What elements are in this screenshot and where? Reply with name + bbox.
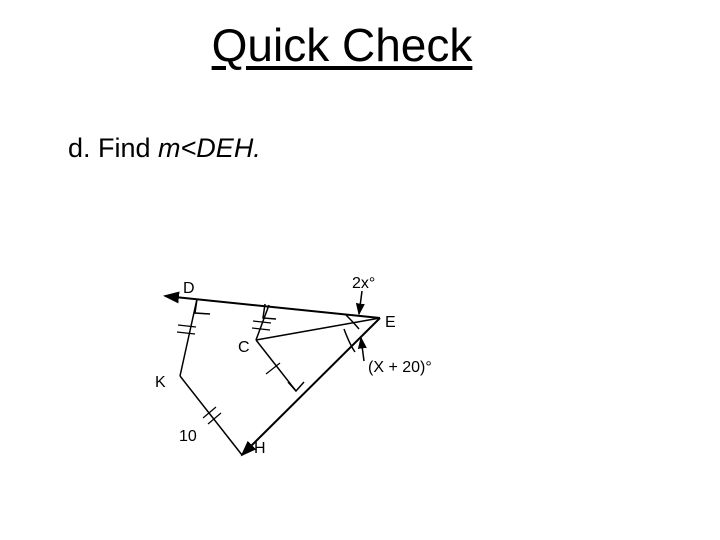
angle-label-top: 2x° bbox=[352, 275, 376, 292]
segment-DK bbox=[180, 299, 197, 376]
point-label-K: K bbox=[155, 374, 166, 391]
angle-label-bottom: (X + 20)° bbox=[368, 359, 432, 376]
prompt-prefix: d. Find bbox=[68, 133, 159, 163]
point-label-H: H bbox=[254, 440, 266, 457]
point-label-E: E bbox=[385, 314, 396, 331]
side-label-KH: 10 bbox=[179, 428, 197, 445]
slide-title-text: Quick Check bbox=[211, 19, 473, 71]
pointer-arrow-bottom bbox=[361, 338, 364, 361]
prompt-angle: m<DEH. bbox=[158, 133, 261, 163]
pointer-arrow-top bbox=[359, 291, 362, 314]
point-label-C: C bbox=[238, 339, 250, 356]
tick-mark-DK-2 bbox=[177, 332, 195, 334]
point-label-D: D bbox=[183, 280, 195, 297]
tick-mark-DK-1 bbox=[178, 325, 196, 327]
